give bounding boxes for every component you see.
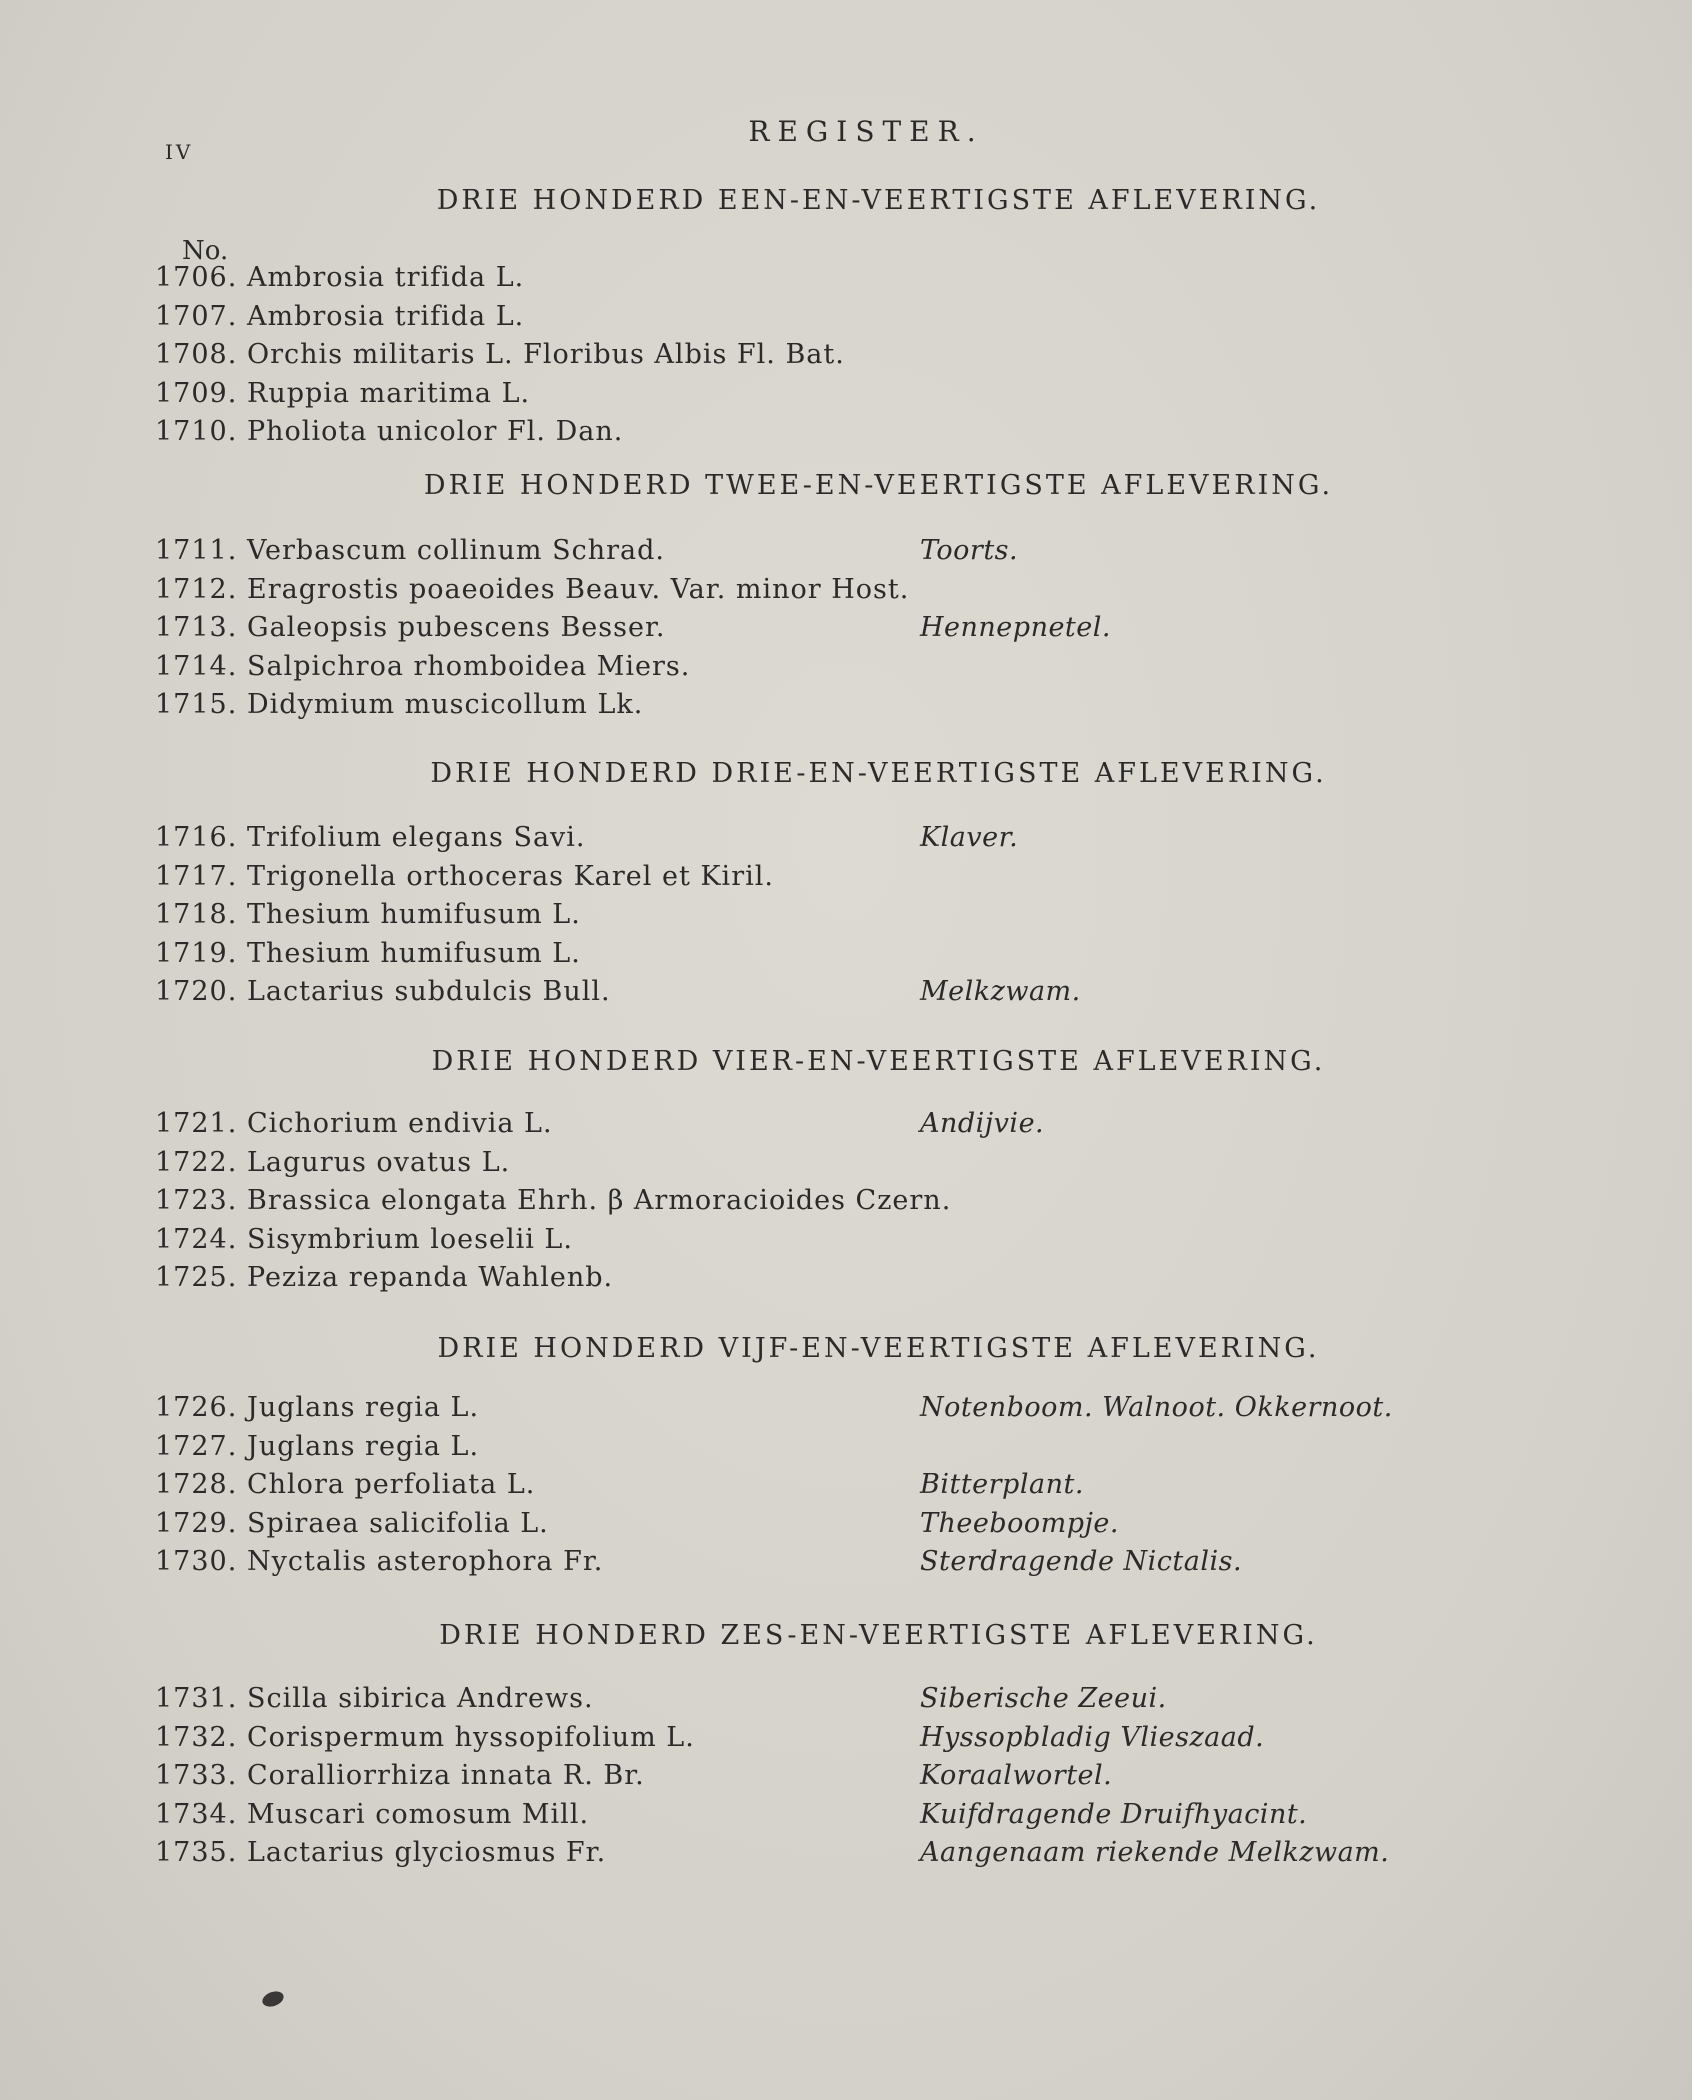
entry-number: 1706. [155, 262, 238, 293]
register-entry [155, 1683, 1405, 1721]
common-name: Hyssopbladig Vlieszaad. [920, 1722, 1265, 1753]
register-entry [155, 535, 1405, 573]
entry-number: 1718. [155, 899, 238, 930]
register-entry [155, 1799, 1405, 1837]
section-title: DRIE HONDERD EEN-EN-VEERTIGSTE AFLEVERING. [436, 185, 1321, 216]
number-column-label: No. [182, 236, 229, 266]
common-name: Theeboompje. [920, 1508, 1119, 1539]
scientific-name: Scilla sibirica Andrews. [247, 1683, 594, 1714]
scientific-name: Muscari comosum Mill. [247, 1799, 590, 1830]
scientific-name: Thesium humifusum L. [247, 899, 581, 930]
scientific-name: Trigonella orthoceras Karel et Kiril. [247, 861, 774, 892]
register-entry [155, 1185, 1405, 1223]
scientific-name: Pholiota unicolor Fl. Dan. [247, 416, 624, 447]
entry-number: 1729. [155, 1508, 238, 1539]
register-entry [155, 822, 1405, 860]
entry-number: 1725. [155, 1262, 238, 1293]
entry-number: 1711. [155, 535, 238, 566]
register-entry [155, 339, 1405, 377]
register-entry [155, 689, 1405, 727]
register-entry [155, 1108, 1405, 1146]
scientific-name: Brassica elongata Ehrh. β Armoracioides Czern. [247, 1185, 952, 1216]
register-entry [155, 1224, 1405, 1262]
entry-number: 1712. [155, 574, 238, 605]
entry-number: 1714. [155, 651, 238, 682]
scientific-name: Nyctalis asterophora Fr. [247, 1546, 604, 1577]
entry-number: 1709. [155, 378, 238, 409]
entry-number: 1730. [155, 1546, 238, 1577]
common-name: Kuifdragende Druifhyacint. [920, 1799, 1308, 1830]
entry-number: 1710. [155, 416, 238, 447]
entry-number: 1731. [155, 1683, 238, 1714]
scientific-name: Juglans regia L. [247, 1431, 480, 1462]
register-entry [155, 1546, 1405, 1584]
register-entry [155, 1837, 1405, 1875]
entry-number: 1732. [155, 1722, 238, 1753]
entry-number: 1719. [155, 938, 238, 969]
common-name: Hennepnetel. [920, 612, 1111, 643]
scientific-name: Peziza repanda Wahlenb. [247, 1262, 614, 1293]
page-number: IV [165, 140, 194, 164]
entry-number: 1726. [155, 1392, 238, 1423]
scientific-name: Coralliorrhiza innata R. Br. [247, 1760, 645, 1791]
entry-number: 1720. [155, 976, 238, 1007]
register-entry [155, 378, 1405, 416]
scientific-name: Thesium humifusum L. [247, 938, 581, 969]
register-entry [155, 574, 1405, 612]
page-header: REGISTER. [748, 115, 984, 148]
scientific-name: Trifolium elegans Savi. [247, 822, 586, 853]
register-entry [155, 612, 1405, 650]
entry-number: 1734. [155, 1799, 238, 1830]
register-entry [155, 1392, 1405, 1430]
register-entry [155, 861, 1405, 899]
register-entry [155, 1722, 1405, 1760]
scientific-name: Sisymbrium loeselii L. [247, 1224, 573, 1255]
entry-number: 1724. [155, 1224, 238, 1255]
register-entry [155, 1469, 1405, 1507]
scientific-name: Lactarius glyciosmus Fr. [247, 1837, 607, 1868]
register-entry [155, 899, 1405, 937]
scientific-name: Ruppia maritima L. [247, 378, 531, 409]
register-entry [155, 1431, 1405, 1469]
scientific-name: Ambrosia trifida L. [247, 262, 525, 293]
register-entry [155, 262, 1405, 300]
scientific-name: Didymium muscicollum Lk. [247, 689, 644, 720]
entry-number: 1716. [155, 822, 238, 853]
register-entry [155, 1760, 1405, 1798]
scientific-name: Eragrostis poaeoides Beauv. Var. minor Host. [247, 574, 910, 605]
common-name: Toorts. [920, 535, 1019, 566]
scientific-name: Lactarius subdulcis Bull. [247, 976, 611, 1007]
section-title: DRIE HONDERD TWEE-EN-VEERTIGSTE AFLEVERING. [423, 470, 1334, 501]
register-entry [155, 1262, 1405, 1300]
scientific-name: Galeopsis pubescens Besser. [247, 612, 666, 643]
register-entry [155, 301, 1405, 339]
section-title: DRIE HONDERD ZES-EN-VEERTIGSTE AFLEVERING. [439, 1620, 1318, 1651]
common-name: Siberische Zeeui. [920, 1683, 1167, 1714]
common-name: Melkzwam. [920, 976, 1081, 1007]
common-name: Notenboom. Walnoot. Okkernoot. [920, 1392, 1393, 1423]
common-name: Sterdragende Nictalis. [920, 1546, 1243, 1577]
scientific-name: Ambrosia trifida L. [247, 301, 525, 332]
section-title: DRIE HONDERD DRIE-EN-VEERTIGSTE AFLEVERING. [430, 758, 1327, 789]
common-name: Klaver. [920, 822, 1019, 853]
scientific-name: Cichorium endivia L. [247, 1108, 553, 1139]
entry-number: 1717. [155, 861, 238, 892]
section-title: DRIE HONDERD VIER-EN-VEERTIGSTE AFLEVERING. [431, 1046, 1326, 1077]
entry-number: 1735. [155, 1837, 238, 1868]
entry-number: 1722. [155, 1147, 238, 1178]
entry-number: 1715. [155, 689, 238, 720]
common-name: Andijvie. [920, 1108, 1045, 1139]
scientific-name: Spiraea salicifolia L. [247, 1508, 549, 1539]
register-entry [155, 651, 1405, 689]
scientific-name: Chlora perfoliata L. [247, 1469, 536, 1500]
common-name: Bitterplant. [920, 1469, 1084, 1500]
register-entry [155, 1147, 1405, 1185]
register-entry [155, 938, 1405, 976]
entry-number: 1707. [155, 301, 238, 332]
register-entry [155, 1508, 1405, 1546]
entry-number: 1727. [155, 1431, 238, 1462]
entry-number: 1708. [155, 339, 238, 370]
section-title: DRIE HONDERD VIJF-EN-VEERTIGSTE AFLEVERING. [437, 1333, 1320, 1364]
entry-number: 1728. [155, 1469, 238, 1500]
scientific-name: Orchis militaris L. Floribus Albis Fl. Bat. [247, 339, 845, 370]
register-entry [155, 416, 1405, 454]
entry-number: 1721. [155, 1108, 238, 1139]
entry-number: 1723. [155, 1185, 238, 1216]
scientific-name: Corispermum hyssopifolium L. [247, 1722, 695, 1753]
scientific-name: Lagurus ovatus L. [247, 1147, 511, 1178]
scientific-name: Juglans regia L. [247, 1392, 480, 1423]
scientific-name: Verbascum collinum Schrad. [247, 535, 665, 566]
common-name: Aangenaam riekende Melkzwam. [920, 1837, 1390, 1868]
scientific-name: Salpichroa rhomboidea Miers. [247, 651, 691, 682]
ink-speck [260, 1989, 285, 2010]
common-name: Koraalwortel. [920, 1760, 1113, 1791]
register-entry [155, 976, 1405, 1014]
entry-number: 1713. [155, 612, 238, 643]
entry-number: 1733. [155, 1760, 238, 1791]
